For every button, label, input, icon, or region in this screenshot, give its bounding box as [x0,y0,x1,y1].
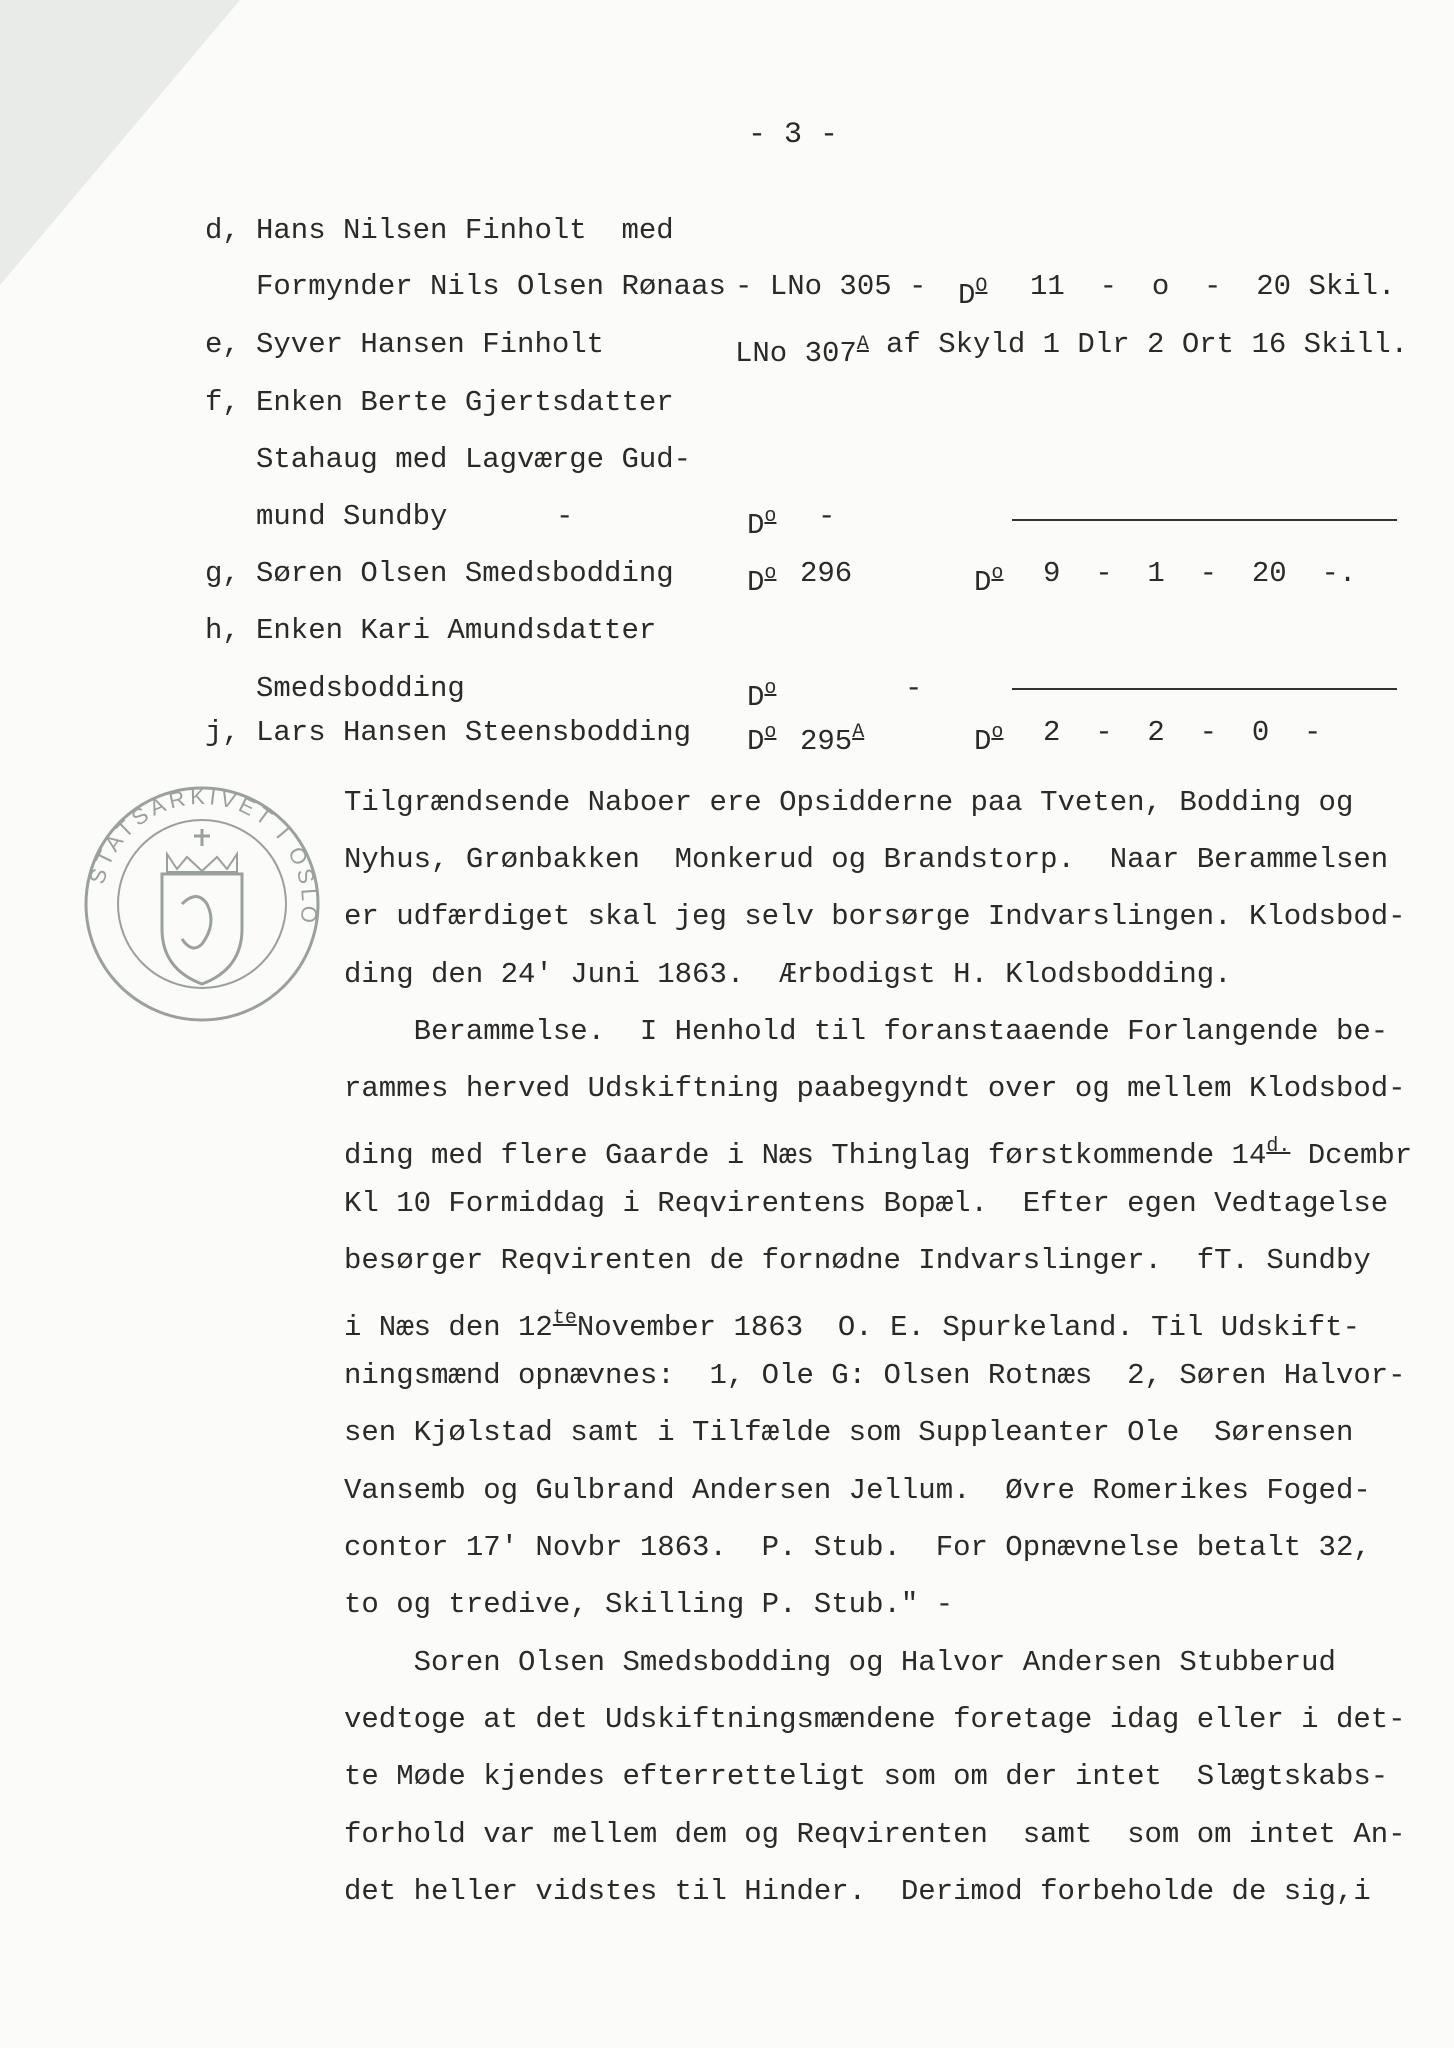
text-line: er udfærdiget skal jeg selv borsørge Indvarslingen. Klodsbod- [344,900,1406,933]
text-line: ding den 24' Juni 1863. Ærbodigst H. Klodsbodding. [344,958,1232,991]
ditto-mark: $D^o$ [974,721,1004,758]
text-line: Vansemb og Gulbrand Andersen Jellum. Øvre Romerikes Foged- [344,1474,1371,1507]
entry-amount: af Skyld 1 Dlr 2 Ort 16 Skill. [886,328,1409,361]
entry-ref: - [818,500,836,533]
entry-letter: e, [205,328,240,361]
ditto-mark: $D^o$ [747,721,777,758]
entry-letter: j, [205,716,240,749]
entry-name: Hans Nilsen Finholt med [256,214,674,247]
ditto-mark: $D^o$ [747,562,777,599]
page-number: - 3 - [748,118,839,152]
folded-corner [0,0,240,285]
text-line: i Næs den $12^{te}November$ 1863 O. E. Spurkeland. Til Udskift- [344,1307,1360,1344]
entry-name: Formynder Nils Olsen Rønaas [256,270,726,303]
text-line: Nyhus, Grønbakken Monkerud og Brandstorp. Naar Berammelsen [344,843,1389,876]
entry-name: Enken Berte Gjertsdatter [256,386,674,419]
svg-text:STATSARKIVET I OSLO: STATSARKIVET I OSLO [84,784,322,929]
entry-name: Lars Hansen Steensbodding [256,716,692,749]
entry-name: Enken Kari Amundsdatter [256,614,657,647]
entry-name: Syver Hansen Finholt [256,328,605,361]
entry-ref: LNo $307^A$ [735,333,869,370]
text-line: Berammelse. I Henhold til foranstaaende Forlangende be- [344,1015,1389,1048]
ditto-mark: $D^o$ [974,562,1004,599]
text-line: te Møde kjendes efterretteligt som om der intet Slægtskabs- [344,1760,1389,1793]
blank-rule [1012,519,1397,521]
archive-seal-icon [82,784,322,1024]
entry-ref: - LNo 305 - [735,270,927,303]
entry-ref: $295^A$ [800,721,865,758]
ditto-mark: $D^O$ [958,275,988,312]
entry-amount: 2 - 2 - 0 - [1043,716,1322,749]
blank-rule [1012,688,1397,690]
text-line: besørger Reqvirenten de fornødne Indvarslinger. fT. Sundby [344,1244,1371,1277]
entry-letter: h, [205,614,240,647]
text-line: Kl 10 Formiddag i Reqvirentens Bopæl. Efter egen Vedtagelse [344,1187,1389,1220]
text-line: ding med flere Gaarde i Næs Thinglag førstkommende $14^{d.}$ Dcembr [344,1135,1413,1172]
entry-amount: 11 - o - 20 Skil. [1030,270,1396,303]
text-line: sen Kjølstad samt i Tilfælde som Suppleanter Ole Sørensen [344,1416,1354,1449]
entry-name: Stahaug med Lagværge Gud- [256,443,692,476]
ditto-mark: $D^o$ [747,677,777,714]
text-line: rammes herved Udskiftning paabegyndt over og mellem Klodsbod- [344,1072,1406,1105]
text-line: to og tredive, Skilling P. Stub." - [344,1588,954,1621]
text-line: Tilgrændsende Naboer ere Opsidderne paa Tveten, Bodding og [344,786,1354,819]
entry-name: Smedsbodding [256,672,465,705]
text-line: contor 17' Novbr 1863. P. Stub. For Opnævnelse betalt 32, [344,1531,1371,1564]
entry-letter: f, [205,386,240,419]
entry-letter: g, [205,557,240,590]
entry-ref: 296 [800,557,853,590]
entry-dash: - [556,500,574,533]
text-line: vedtoge at det Udskiftningsmændene foretage idag eller i det- [344,1703,1406,1736]
entry-amount: 9 - 1 - 20 -. [1043,557,1357,590]
entry-letter: d, [205,214,240,247]
text-line: ningsmænd opnævnes: 1, Ole G: Olsen Rotnæs 2, Søren Halvor- [344,1359,1406,1392]
text-line: Soren Olsen Smedsbodding og Halvor Andersen Stubberud [344,1646,1336,1679]
entry-name: mund Sundby [256,500,448,533]
text-line: forhold var mellem dem og Reqvirenten samt som om intet An- [344,1818,1406,1851]
ditto-mark: $D^o$ [747,505,777,542]
text-line: det heller vidstes til Hinder. Derimod forbeholde de sig,i [344,1875,1371,1908]
entry-ref: - [905,672,923,705]
entry-name: Søren Olsen Smedsbodding [256,557,674,590]
